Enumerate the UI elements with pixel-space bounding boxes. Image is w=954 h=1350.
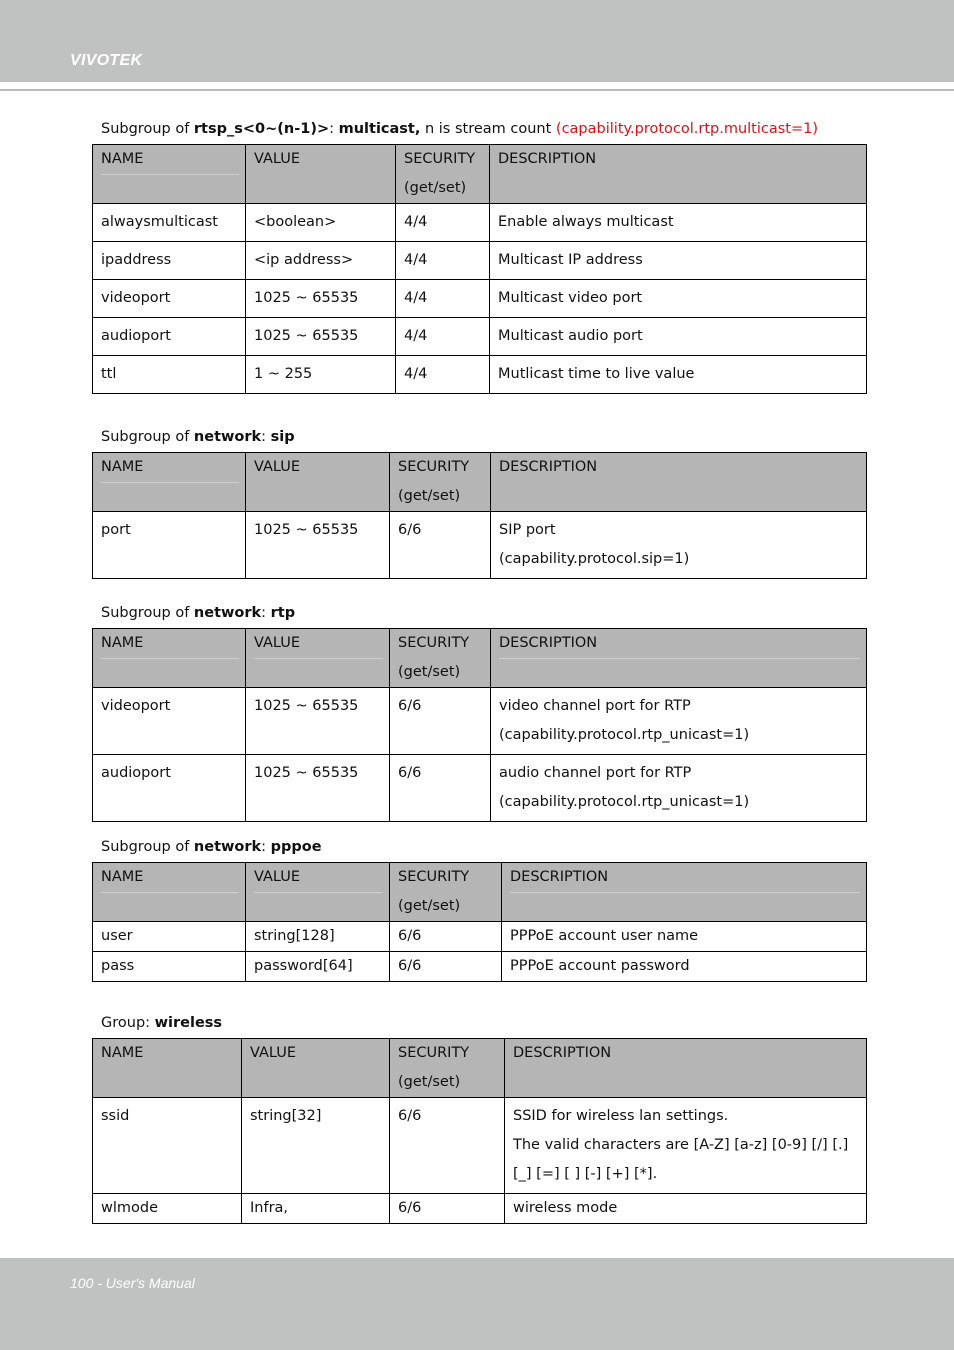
cell-value: <boolean> bbox=[246, 204, 396, 242]
param-table-rtp bbox=[92, 628, 867, 822]
col-header-security: SECURITY (get/set) bbox=[390, 629, 491, 688]
cell-name: videoport bbox=[93, 280, 246, 318]
cell-description: Multicast video port bbox=[490, 280, 867, 318]
col-header-security: SECURITY (get/set) bbox=[390, 863, 502, 922]
header-band bbox=[0, 0, 954, 82]
cell-name: pass bbox=[93, 952, 246, 982]
cell-description: SSID for wireless lan settings. The valid characters are [A-Z] [a-z] [0-9] [/] [.] [_] [=] [ ] [-] [+] [*]. bbox=[505, 1098, 867, 1194]
col-header-name: NAME bbox=[93, 1039, 242, 1098]
cell-name: user bbox=[93, 922, 246, 952]
col-header-value: VALUE bbox=[246, 453, 390, 512]
table-row bbox=[93, 280, 867, 318]
cell-value: 1025 ~ 65535 bbox=[246, 688, 390, 755]
cell-description: Mutlicast time to live value bbox=[490, 356, 867, 394]
cell-value: string[32] bbox=[242, 1098, 390, 1194]
col-header-name: NAME bbox=[93, 629, 246, 688]
cell-security: 6/6 bbox=[390, 922, 502, 952]
col-header-security: SECURITY (get/set) bbox=[390, 1039, 505, 1098]
cell-name: ssid bbox=[93, 1098, 242, 1194]
table-row bbox=[93, 242, 867, 280]
cell-value: 1025 ~ 65535 bbox=[246, 280, 396, 318]
cell-name: alwaysmulticast bbox=[93, 204, 246, 242]
cell-description: PPPoE account user name bbox=[502, 922, 867, 952]
cell-description: Multicast audio port bbox=[490, 318, 867, 356]
table-row bbox=[93, 688, 867, 755]
cell-value: Infra, bbox=[242, 1194, 390, 1224]
cell-name: port bbox=[93, 512, 246, 579]
cell-value: 1025 ~ 65535 bbox=[246, 318, 396, 356]
cell-name: videoport bbox=[93, 688, 246, 755]
cell-security: 4/4 bbox=[396, 280, 490, 318]
section-caption: Subgroup of network: rtp bbox=[101, 605, 296, 621]
section-caption: Subgroup of network: pppoe bbox=[101, 839, 322, 855]
section-caption: Subgroup of rtsp_s<0~(n-1)>: multicast, n is stream count (capability.protocol.rtp.multicast=1) bbox=[101, 121, 819, 137]
table-row bbox=[93, 1098, 867, 1194]
table-row bbox=[93, 356, 867, 394]
section-wireless bbox=[92, 1009, 866, 1224]
cell-description: wireless mode bbox=[505, 1194, 867, 1224]
cell-security: 6/6 bbox=[390, 952, 502, 982]
footer-band bbox=[0, 1258, 954, 1350]
cell-value: 1025 ~ 65535 bbox=[246, 755, 390, 822]
cell-name: ttl bbox=[93, 356, 246, 394]
cell-name: audioport bbox=[93, 755, 246, 822]
table-row bbox=[93, 512, 867, 579]
section-pppoe bbox=[92, 833, 866, 982]
col-header-value: VALUE bbox=[242, 1039, 390, 1098]
cell-security: 4/4 bbox=[396, 242, 490, 280]
table-row bbox=[93, 952, 867, 982]
cell-security: 4/4 bbox=[396, 356, 490, 394]
cell-description: Enable always multicast bbox=[490, 204, 867, 242]
table-header-row bbox=[93, 863, 867, 922]
col-header-value: VALUE bbox=[246, 863, 390, 922]
table-row bbox=[93, 204, 867, 242]
col-header-value: VALUE bbox=[246, 145, 396, 204]
section-sip bbox=[92, 423, 866, 579]
cell-security: 4/4 bbox=[396, 204, 490, 242]
section-multicast bbox=[92, 115, 866, 394]
cell-name: audioport bbox=[93, 318, 246, 356]
table-row bbox=[93, 1194, 867, 1224]
cell-value: 1025 ~ 65535 bbox=[246, 512, 390, 579]
cell-description: Multicast IP address bbox=[490, 242, 867, 280]
cell-description: video channel port for RTP (capability.protocol.rtp_unicast=1) bbox=[491, 688, 867, 755]
col-header-security: SECURITY (get/set) bbox=[396, 145, 490, 204]
cell-security: 6/6 bbox=[390, 688, 491, 755]
col-header-description: DESCRIPTION bbox=[505, 1039, 867, 1098]
param-table-multicast bbox=[92, 144, 867, 394]
table-header-row bbox=[93, 1039, 867, 1098]
cell-description: PPPoE account password bbox=[502, 952, 867, 982]
page-number: 100 - User's Manual bbox=[70, 1275, 195, 1291]
param-table-pppoe bbox=[92, 862, 867, 982]
cell-name: wlmode bbox=[93, 1194, 242, 1224]
col-header-name: NAME bbox=[93, 863, 246, 922]
table-row bbox=[93, 922, 867, 952]
table-header-row bbox=[93, 629, 867, 688]
table-row bbox=[93, 755, 867, 822]
param-table-wireless bbox=[92, 1038, 867, 1224]
col-header-security: SECURITY (get/set) bbox=[390, 453, 491, 512]
cell-security: 6/6 bbox=[390, 512, 491, 579]
cell-security: 6/6 bbox=[390, 1194, 505, 1224]
cell-security: 4/4 bbox=[396, 318, 490, 356]
capability-note: (capability.protocol.rtp.multicast=1) bbox=[555, 121, 819, 137]
brand-logo: VIVOTEK bbox=[70, 52, 143, 69]
col-header-name: NAME bbox=[93, 453, 246, 512]
col-header-name: NAME bbox=[93, 145, 246, 204]
section-rtp bbox=[92, 599, 866, 822]
col-header-description: DESCRIPTION bbox=[491, 453, 867, 512]
cell-value: 1 ~ 255 bbox=[246, 356, 396, 394]
table-header-row bbox=[93, 453, 867, 512]
cell-value: password[64] bbox=[246, 952, 390, 982]
col-header-value: VALUE bbox=[246, 629, 390, 688]
table-row bbox=[93, 318, 867, 356]
cell-description: SIP port (capability.protocol.sip=1) bbox=[491, 512, 867, 579]
cell-description: audio channel port for RTP (capability.protocol.rtp_unicast=1) bbox=[491, 755, 867, 822]
table-header-row bbox=[93, 145, 867, 204]
col-header-description: DESCRIPTION bbox=[491, 629, 867, 688]
cell-security: 6/6 bbox=[390, 1098, 505, 1194]
cell-security: 6/6 bbox=[390, 755, 491, 822]
cell-value: <ip address> bbox=[246, 242, 396, 280]
col-header-description: DESCRIPTION bbox=[490, 145, 867, 204]
param-table-sip bbox=[92, 452, 867, 579]
header-rule bbox=[0, 89, 954, 91]
col-header-description: DESCRIPTION bbox=[502, 863, 867, 922]
section-caption: Group: wireless bbox=[101, 1015, 223, 1031]
section-caption: Subgroup of network: sip bbox=[101, 429, 295, 445]
cell-value: string[128] bbox=[246, 922, 390, 952]
cell-name: ipaddress bbox=[93, 242, 246, 280]
